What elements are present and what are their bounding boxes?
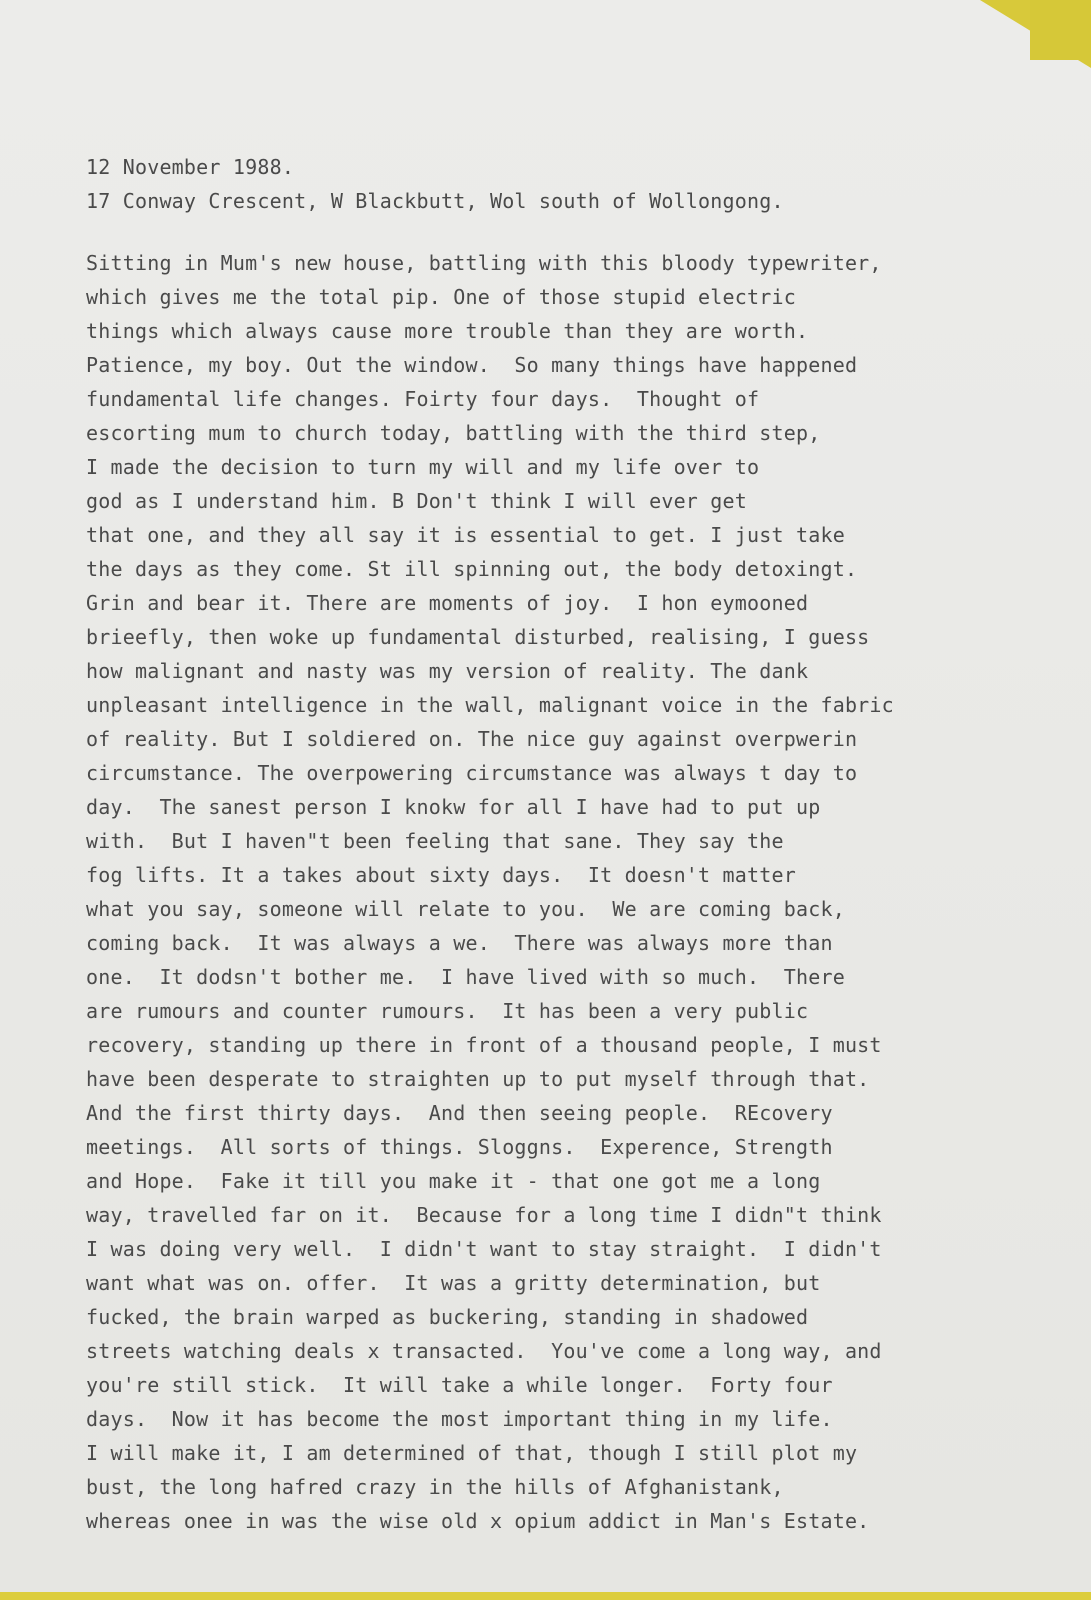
letter-date: 12 November 1988. [86,155,295,179]
body-line: that one, and they all say it is essential to get. I just take [86,523,845,547]
paragraph-gap [86,218,1046,246]
body-line: recovery, standing up there in front of a thousand people, I must [86,1033,882,1057]
body-line: And the first thirty days. And then seeing people. REcovery [86,1101,833,1125]
body-line: you're still stick. It will take a while longer. Forty four [86,1373,833,1397]
body-line: I was doing very well. I didn't want to stay straight. I didn't [86,1237,882,1261]
body-line: days. Now it has become the most important thing in my life. [86,1407,833,1431]
body-line: fog lifts. It a takes about sixty days. It doesn't matter [86,863,796,887]
body-line: Patience, my boy. Out the window. So many things have happened [86,353,858,377]
body-line: what you say, someone will relate to you. We are coming back, [86,897,845,921]
body-line: Grin and bear it. There are moments of joy. I hon eymooned [86,591,809,615]
body-line: day. The sanest person I knokw for all I have had to put up [86,795,821,819]
body-line: god as I understand him. B Don't think I will ever get [86,489,748,513]
body-line: streets watching deals x transacted. You've come a long way, and [86,1339,882,1363]
body-line: how malignant and nasty was my version of reality. The dank [86,659,809,683]
body-line: with. But I haven"t been feeling that sane. They say the [86,829,784,853]
body-line: things which always cause more trouble than they are worth. [86,319,809,343]
body-line: coming back. It was always a we. There was always more than [86,931,833,955]
body-line: I will make it, I am determined of that, though I still plot my [86,1441,858,1465]
body-line: want what was on. offer. It was a gritty determination, but [86,1271,821,1295]
body-line: brieefly, then woke up fundamental disturbed, realising, I guess [86,625,870,649]
letter-address: 17 Conway Crescent, W Blackbutt, Wol south of Wollongong. [86,189,784,213]
body-line: way, travelled far on it. Because for a long time I didn"t think [86,1203,882,1227]
body-line: bust, the long hafred crazy in the hills of Afghanistank, [86,1475,784,1499]
body-line: unpleasant intelligence in the wall, malignant voice in the fabric [86,693,894,717]
body-line: have been desperate to straighten up to put myself through that. [86,1067,870,1091]
typed-letter [86,150,1046,1538]
body-line: fucked, the brain warped as buckering, standing in shadowed [86,1305,809,1329]
body-line: escorting mum to church today, battling with the third step, [86,421,821,445]
body-line: I made the decision to turn my will and my life over to [86,455,760,479]
body-line: are rumours and counter rumours. It has been a very public [86,999,809,1023]
body-line: one. It dodsn't bother me. I have lived with so much. There [86,965,845,989]
background-strip [0,1592,1091,1600]
body-line: fundamental life changes. Foirty four days. Thought of [86,387,760,411]
body-line: Sitting in Mum's new house, battling with this bloody typewriter, [86,251,882,275]
letter-body [86,246,1046,1538]
body-line: which gives me the total pip. One of those stupid electric [86,285,796,309]
body-line: and Hope. Fake it till you make it - that one got me a long [86,1169,821,1193]
body-line: whereas onee in was the wise old x opium addict in Man's Estate. [86,1509,870,1533]
body-line: meetings. All sorts of things. Sloggns. Experence, Strength [86,1135,833,1159]
body-line: of reality. But I soldiered on. The nice guy against overpwerin [86,727,858,751]
body-line: circumstance. The overpowering circumstance was always t day to [86,761,858,785]
body-line: the days as they come. St ill spinning out, the body detoxingt. [86,557,858,581]
folded-corner [1030,0,1091,60]
